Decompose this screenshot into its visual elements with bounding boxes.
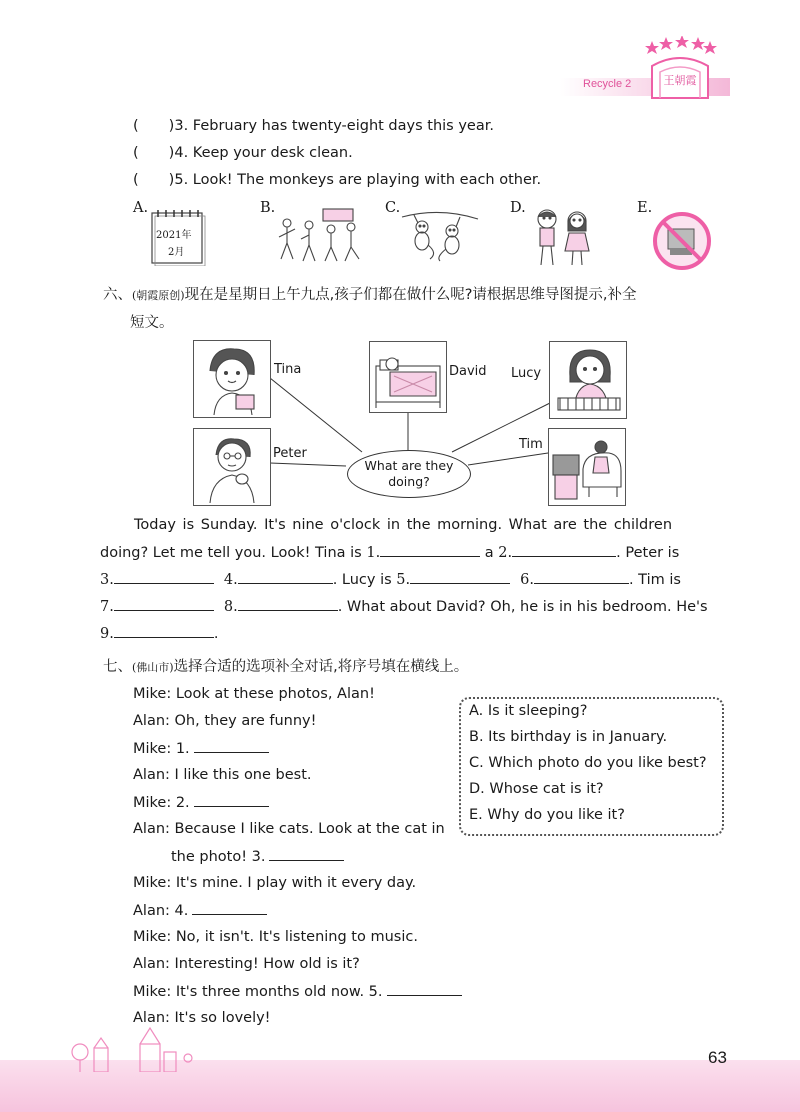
- calendar-month: 2月: [168, 247, 185, 258]
- passage-blank-4[interactable]: [238, 569, 333, 584]
- name-tina: Tina: [274, 362, 302, 377]
- dialogue-blank-5[interactable]: [387, 981, 462, 996]
- tim-picture: [548, 428, 626, 506]
- passage-blank-9[interactable]: [114, 623, 214, 638]
- dialogue-blank-1[interactable]: [194, 738, 269, 753]
- passage-line-5: 9. .: [100, 623, 218, 644]
- option-letter-e: E.: [637, 200, 653, 216]
- dialogue-line: Mike: It's three months old now. 5.: [133, 981, 462, 1002]
- name-peter: Peter: [273, 446, 307, 461]
- mind-map-center: What are they doing?: [347, 450, 471, 498]
- section6-heading: 六、(朝霞原创)现在是星期日上午九点,孩子们都在做什么呢?请根据思维导图提示,补全: [103, 287, 637, 303]
- svg-text:王朝霞: 王朝霞: [663, 74, 697, 87]
- passage-blank-2[interactable]: [512, 542, 616, 557]
- question-3: ( )3. February has twenty-eight days this year.: [133, 118, 494, 134]
- question-4: ( )4. Keep your desk clean.: [133, 145, 353, 161]
- option-b: B. Its birthday is in January.: [469, 729, 668, 745]
- option-e: E. Why do you like it?: [469, 807, 625, 823]
- passage-blank-7[interactable]: [114, 596, 214, 611]
- passage-line-3: 3. 4. . Lucy is 5. 6. . Tim is: [100, 569, 681, 590]
- dialogue-line: Alan: 4.: [133, 900, 267, 921]
- option-letter-c: C.: [385, 200, 401, 216]
- dialogue-blank-3[interactable]: [269, 846, 344, 861]
- name-david: David: [449, 364, 487, 379]
- lucy-picture: [549, 341, 627, 419]
- dialogue-blank-2[interactable]: [194, 792, 269, 807]
- passage-blank-8[interactable]: [238, 596, 338, 611]
- option-d: D. Whose cat is it?: [469, 781, 604, 797]
- option-a: A. Is it sleeping?: [469, 703, 588, 719]
- dialogue-line: Mike: Look at these photos, Alan!: [133, 686, 375, 702]
- castle-logo-icon: [640, 36, 720, 106]
- people-walking-picture: [275, 203, 365, 265]
- passage-line-4: 7. 8. . What about David? Oh, he is in his bedroom. He's: [100, 596, 708, 617]
- david-picture: [369, 341, 447, 413]
- peter-picture: [193, 428, 271, 506]
- dialogue-line: the photo! 3.: [171, 846, 344, 867]
- page-number: 63: [708, 1048, 727, 1067]
- footer-castle-icon: [60, 1022, 200, 1072]
- option-c: C. Which photo do you like best?: [469, 755, 707, 771]
- options-box: [459, 697, 724, 836]
- option-letter-b: B.: [260, 200, 276, 216]
- option-letter-a: A.: [133, 200, 149, 216]
- monkeys-picture: [400, 205, 480, 263]
- passage-blank-1[interactable]: [380, 542, 480, 557]
- dialogue-line: Mike: 1.: [133, 738, 269, 759]
- dialogue-line: Alan: Interesting! How old is it?: [133, 956, 360, 972]
- passage-blank-5[interactable]: [410, 569, 510, 584]
- no-tv-sign-icon: [652, 211, 712, 271]
- tina-picture: [193, 340, 271, 418]
- dialogue-line: Alan: I like this one best.: [133, 767, 312, 783]
- dialogue-line: Mike: It's mine. I play with it every day.: [133, 875, 417, 891]
- question-5: ( )5. Look! The monkeys are playing with each other.: [133, 172, 542, 188]
- passage-line-1: Today is Sunday. It's nine o'clock in the morning. What are the children: [134, 517, 673, 533]
- section7-heading: 七、(佛山市)选择合适的选项补全对话,将序号填在横线上。: [103, 659, 469, 675]
- dialogue-line: Alan: It's so lovely!: [133, 1010, 271, 1026]
- calendar-year: 2021年: [156, 230, 192, 241]
- children-picture: [525, 203, 605, 269]
- unit-tag: Recycle 2: [583, 78, 632, 90]
- name-tim: Tim: [519, 437, 543, 452]
- dialogue-line: Alan: Because I like cats. Look at the cat in: [133, 821, 445, 837]
- section6-heading-cont: 短文。: [130, 315, 174, 331]
- name-lucy: Lucy: [511, 366, 542, 381]
- passage-blank-6[interactable]: [534, 569, 629, 584]
- passage-blank-3[interactable]: [114, 569, 214, 584]
- dialogue-line: Mike: 2.: [133, 792, 269, 813]
- dialogue-line: Alan: Oh, they are funny!: [133, 713, 317, 729]
- dialogue-line: Mike: No, it isn't. It's listening to music.: [133, 929, 418, 945]
- passage-line-2: doing? Let me tell you. Look! Tina is 1. a 2. . Peter is: [100, 542, 679, 563]
- calendar-picture: [150, 208, 206, 266]
- dialogue-blank-4[interactable]: [192, 900, 267, 915]
- option-letter-d: D.: [510, 200, 526, 216]
